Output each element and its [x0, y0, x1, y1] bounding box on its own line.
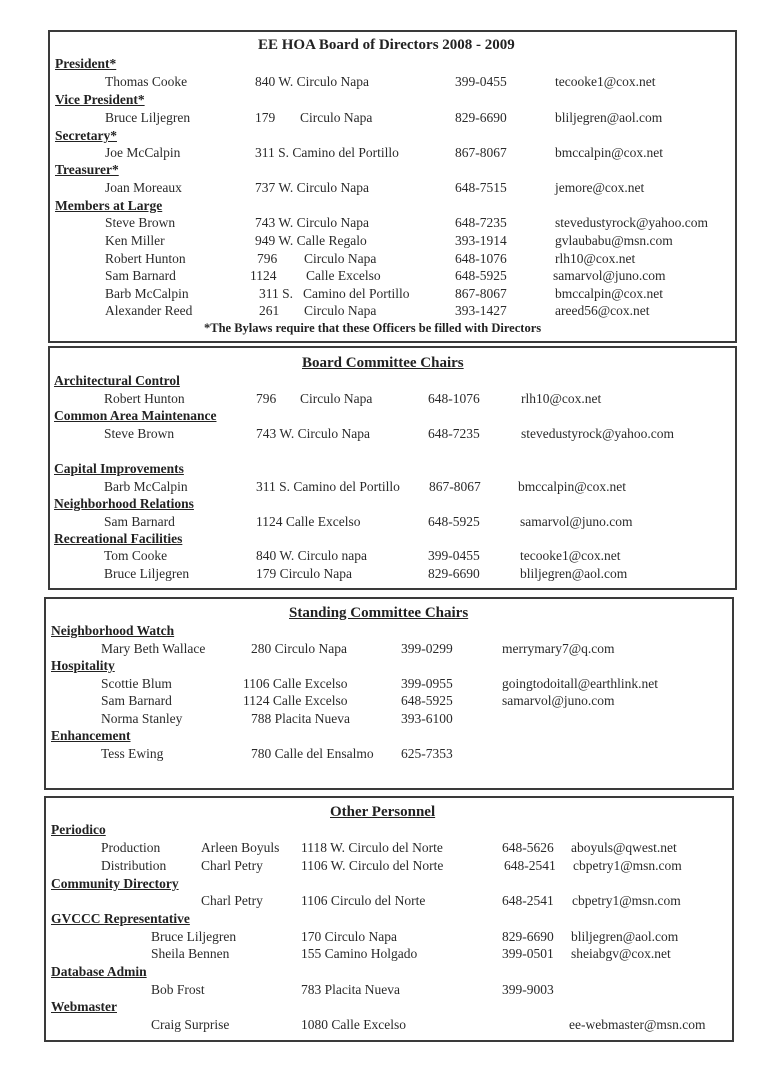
- member-name: Scottie Blum: [101, 676, 172, 691]
- member-address: Camino del Portillo: [303, 286, 410, 301]
- member-address: 949 W. Calle Regalo: [255, 233, 367, 248]
- member-email[interactable]: tecooke1@cox.net: [520, 548, 621, 563]
- group-heading: Members at Large: [55, 198, 163, 213]
- member-address-number: 1124: [250, 268, 277, 283]
- member-name: Alexander Reed: [105, 303, 193, 318]
- member-name: Sam Barnard: [105, 268, 176, 283]
- member-email[interactable]: gvlaubabu@msn.com: [555, 233, 673, 248]
- member-address: 170 Circulo Napa: [301, 929, 397, 944]
- member-address: 179 Circulo Napa: [256, 566, 352, 581]
- member-address: 743 W. Circulo Napa: [255, 215, 369, 230]
- member-address: 788 Placita Nueva: [251, 711, 350, 726]
- member-phone: 648-5925: [455, 268, 507, 283]
- member-address-number: 311 S.: [259, 286, 294, 301]
- member-phone: 648-7235: [428, 426, 480, 441]
- member-name: Robert Hunton: [105, 251, 186, 266]
- member-email[interactable]: samarvol@juno.com: [553, 268, 666, 283]
- member-name: Arleen Boyuls: [201, 840, 280, 855]
- panel-title: Standing Committee Chairs: [289, 605, 469, 621]
- panel-title: Other Personnel: [330, 804, 436, 820]
- member-email[interactable]: rlh10@cox.net: [555, 251, 636, 266]
- member-phone: 399-0455: [455, 74, 507, 89]
- group-heading: Hospitality: [51, 658, 115, 673]
- member-phone: 399-9003: [502, 982, 554, 997]
- group-heading: Common Area Maintenance: [54, 408, 217, 423]
- group-heading: Neighborhood Relations: [54, 496, 194, 511]
- member-address: Circulo Napa: [304, 303, 377, 318]
- member-name: Steve Brown: [105, 215, 176, 230]
- member-email[interactable]: goingtodoitall@earthlink.net: [502, 676, 659, 691]
- member-name: Barb McCalpin: [105, 286, 189, 301]
- member-address: 155 Camino Holgado: [301, 946, 418, 961]
- member-address: Circulo Napa: [300, 391, 373, 406]
- member-name: Barb McCalpin: [104, 479, 188, 494]
- member-email[interactable]: bmccalpin@cox.net: [555, 286, 664, 301]
- member-phone: 648-1076: [455, 251, 507, 266]
- member-email[interactable]: aboyuls@qwest.net: [571, 840, 677, 855]
- member-role: Distribution: [101, 858, 167, 873]
- member-name: Bruce Liljegren: [151, 929, 237, 944]
- member-name: Tess Ewing: [101, 746, 164, 761]
- member-email[interactable]: samarvol@juno.com: [520, 514, 633, 529]
- member-email[interactable]: tecooke1@cox.net: [555, 74, 656, 89]
- member-name: Robert Hunton: [104, 391, 185, 406]
- member-address: 280 Circulo Napa: [251, 641, 347, 656]
- member-address-number: 179: [255, 110, 276, 125]
- member-email[interactable]: bliljegren@aol.com: [520, 566, 628, 581]
- member-email[interactable]: stevedustyrock@yahoo.com: [521, 426, 675, 441]
- group-heading: Secretary*: [55, 128, 117, 143]
- member-email[interactable]: jemore@cox.net: [555, 180, 645, 195]
- member-phone: 829-6690: [502, 929, 554, 944]
- panel-title: Board Committee Chairs: [302, 355, 464, 371]
- group-heading: Webmaster: [51, 999, 117, 1014]
- member-phone: 399-0955: [401, 676, 453, 691]
- member-phone: 648-1076: [428, 391, 480, 406]
- member-email[interactable]: samarvol@juno.com: [502, 693, 615, 708]
- member-phone: 867-8067: [455, 286, 507, 301]
- member-email[interactable]: ee-webmaster@msn.com: [569, 1017, 706, 1032]
- member-name: Bruce Liljegren: [104, 566, 190, 581]
- member-email[interactable]: stevedustyrock@yahoo.com: [555, 215, 709, 230]
- member-email[interactable]: bmccalpin@cox.net: [555, 145, 664, 160]
- member-email[interactable]: sheiabgv@cox.net: [571, 946, 671, 961]
- group-heading: Periodico: [51, 822, 106, 837]
- member-name: Norma Stanley: [101, 711, 183, 726]
- member-address: 737 W. Circulo Napa: [255, 180, 369, 195]
- member-address: 1106 W. Circulo del Norte: [301, 858, 444, 873]
- member-address-number: 796: [256, 391, 277, 406]
- member-phone: 829-6690: [455, 110, 507, 125]
- member-email[interactable]: rlh10@cox.net: [521, 391, 602, 406]
- member-address: 780 Calle del Ensalmo: [251, 746, 374, 761]
- group-heading: Community Directory: [51, 876, 179, 891]
- member-address: 1106 Circulo del Norte: [301, 893, 426, 908]
- member-phone: 648-7515: [455, 180, 507, 195]
- group-heading: Architectural Control: [54, 373, 180, 388]
- member-address-number: 261: [259, 303, 280, 318]
- member-address: 311 S. Camino del Portillo: [255, 145, 399, 160]
- member-name: Sam Barnard: [104, 514, 175, 529]
- member-name: Joe McCalpin: [105, 145, 181, 160]
- member-phone: 393-6100: [401, 711, 453, 726]
- member-role: Production: [101, 840, 161, 855]
- group-heading: Database Admin: [51, 964, 147, 979]
- member-address: Circulo Napa: [300, 110, 373, 125]
- member-name: Thomas Cooke: [105, 74, 188, 89]
- member-name: Joan Moreaux: [105, 180, 182, 195]
- group-heading: Capital Improvements: [54, 461, 184, 476]
- member-name: Bob Frost: [151, 982, 205, 997]
- member-address: 1124 Calle Excelso: [256, 514, 361, 529]
- member-phone: 648-2541: [502, 893, 554, 908]
- member-name: Ken Miller: [105, 233, 165, 248]
- member-name: Sheila Bennen: [151, 946, 230, 961]
- member-address: Circulo Napa: [304, 251, 377, 266]
- member-address-number: 796: [257, 251, 278, 266]
- member-phone: 648-5925: [428, 514, 480, 529]
- group-heading: GVCCC Representative: [51, 911, 190, 926]
- member-phone: 648-7235: [455, 215, 507, 230]
- group-heading: Recreational Facilities: [54, 531, 183, 546]
- member-address: 1080 Calle Excelso: [301, 1017, 406, 1032]
- group-heading: Vice President*: [55, 92, 145, 107]
- member-phone: 399-0455: [428, 548, 480, 563]
- member-phone: 648-2541: [504, 858, 556, 873]
- member-name: Sam Barnard: [101, 693, 172, 708]
- member-phone: 648-5925: [401, 693, 453, 708]
- member-name: Tom Cooke: [104, 548, 168, 563]
- member-address: 1124 Calle Excelso: [243, 693, 348, 708]
- member-name: Mary Beth Wallace: [101, 641, 206, 656]
- member-address: 840 W. Circulo Napa: [255, 74, 369, 89]
- member-name: Steve Brown: [104, 426, 175, 441]
- group-heading: President*: [55, 56, 117, 71]
- member-phone: 867-8067: [429, 479, 481, 494]
- member-address: 1118 W. Circulo del Norte: [301, 840, 443, 855]
- member-email[interactable]: bliljegren@aol.com: [571, 929, 679, 944]
- member-email[interactable]: bmccalpin@cox.net: [518, 479, 627, 494]
- member-address: Calle Excelso: [306, 268, 381, 283]
- member-email[interactable]: bliljegren@aol.com: [555, 110, 663, 125]
- member-email[interactable]: areed56@cox.net: [555, 303, 650, 318]
- member-name: Charl Petry: [201, 858, 263, 873]
- member-email[interactable]: cbpetry1@msn.com: [572, 893, 681, 908]
- member-phone: 399-0299: [401, 641, 453, 656]
- bylaws-note: *The Bylaws require that these Officers be filled with Directors: [204, 321, 542, 335]
- panel-title: EE HOA Board of Directors 2008 - 2009: [258, 37, 515, 53]
- group-heading: Enhancement: [51, 728, 131, 743]
- member-phone: 648-5626: [502, 840, 554, 855]
- group-heading: Neighborhood Watch: [51, 623, 175, 638]
- member-email[interactable]: merrymary7@q.com: [502, 641, 615, 656]
- member-address: 1106 Calle Excelso: [243, 676, 348, 691]
- member-phone: 829-6690: [428, 566, 480, 581]
- member-phone: 625-7353: [401, 746, 453, 761]
- member-phone: 393-1427: [455, 303, 507, 318]
- member-name: Charl Petry: [201, 893, 263, 908]
- member-name: Craig Surprise: [151, 1017, 230, 1032]
- member-phone: 399-0501: [502, 946, 554, 961]
- group-heading: Treasurer*: [55, 162, 119, 177]
- member-phone: 867-8067: [455, 145, 507, 160]
- member-address: 743 W. Circulo Napa: [256, 426, 370, 441]
- member-name: Bruce Liljegren: [105, 110, 191, 125]
- member-address: 783 Placita Nueva: [301, 982, 400, 997]
- member-address: 311 S. Camino del Portillo: [256, 479, 400, 494]
- member-address: 840 W. Circulo napa: [256, 548, 367, 563]
- member-phone: 393-1914: [455, 233, 507, 248]
- member-email[interactable]: cbpetry1@msn.com: [573, 858, 682, 873]
